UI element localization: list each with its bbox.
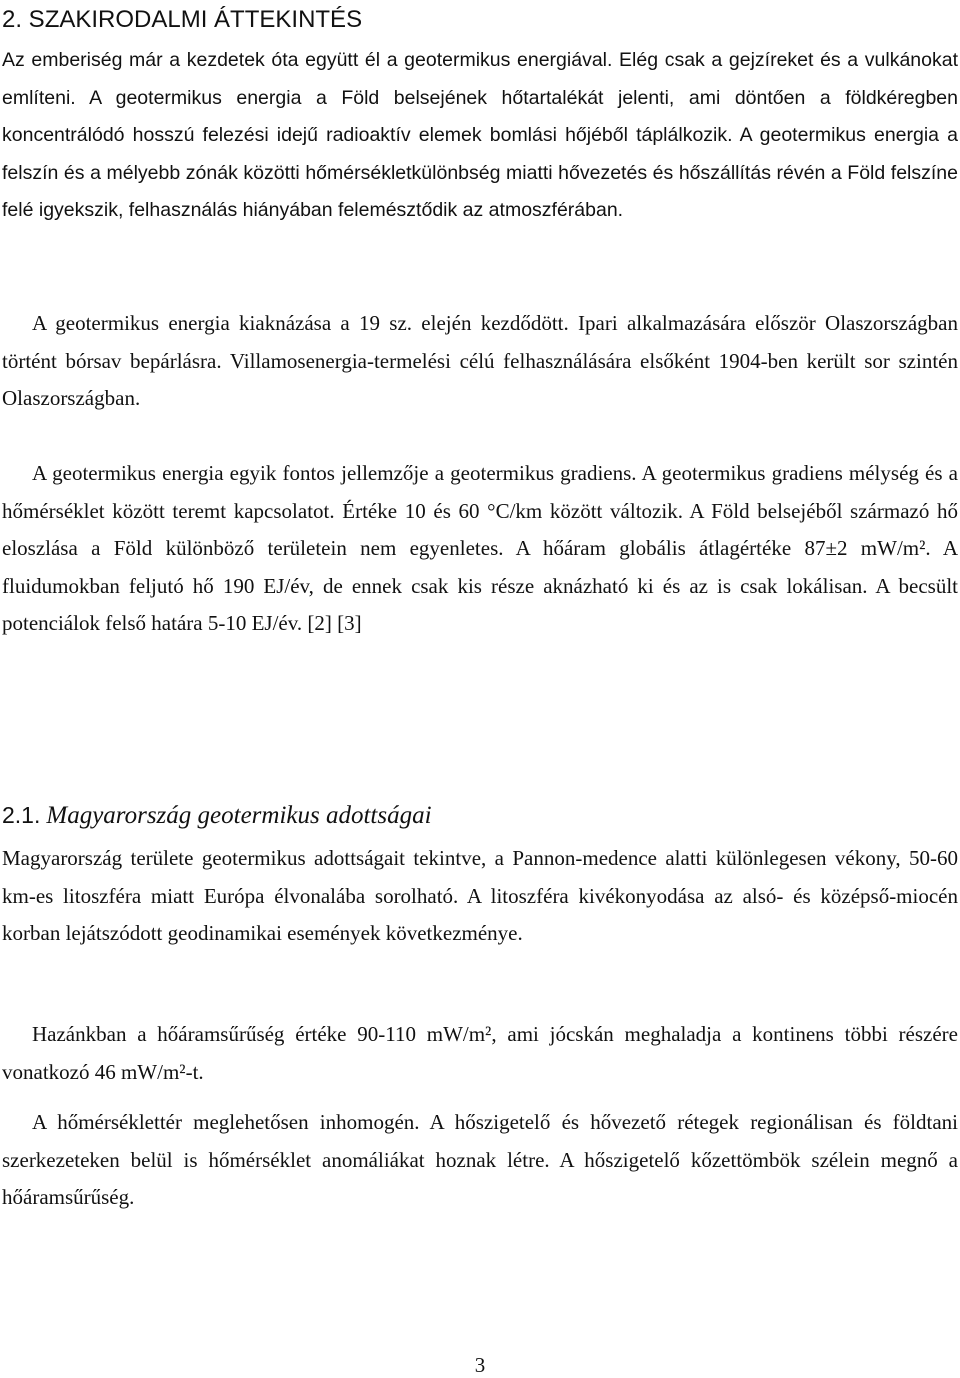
gradient-paragraph: A geotermikus energia egyik fontos jellemzője a geotermikus gradiens. A geotermikus gradiens mélység és a hőmérséklet között teremt kapcsolatot. Értéke 10 és 60 °C/km között változik. A Föld belsejéből származó hő eloszlása a Föld különböző területein nem egyenletes. A hőáram globális átlagértéke 87±2 mW/m². A fluidumokban feljutó hő 190 EJ/év, de ennek csak kis része aknázható ki és az is csak lokálisan. A becsült potenciálok felső határa 5-10 EJ/év. [2] [3]	[2, 461, 958, 635]
subsection-number: 2.1.	[2, 802, 41, 828]
intro-paragraph: Az emberiség már a kezdetek óta együtt él a geotermikus energiával. Elég csak a gejzíreket és a vulkánokat említeni. A geotermikus energia a Föld belsejének hőtartalékát jelenti, ami döntően a földkéregben koncentrálódó hosszú felezési idejű radioaktív elemek bomlási hőjéből táplálkozik. A geotermikus energia a felszín és a mélyebb zónák közötti hőmérsékletkülönbség miatti hővezetés és hőszállítás révén a Föld felszíne felé igyekszik, felhasználás hiányában felemésztődik az atmoszférában.	[2, 49, 958, 221]
temperature-field-paragraph: A hőmérséklettér meglehetősen inhomogén. A hőszigetelő és hővezető rétegek regionálisan és földtani szerkezeteken belül is hőmérséklet anomáliákat hoznak létre. A hőszigetelő kőzettömbök szélein megnő a hőáramsűrűség.	[2, 1110, 958, 1209]
heat-flow-paragraph: Hazánkban a hőáramsűrűség értéke 90-110 mW/m², ami jócskán meghaladja a kontinens többi részére vonatkozó 46 mW/m²-t.	[2, 1022, 958, 1084]
subsection-title: Magyarország geotermikus adottságai	[46, 802, 432, 829]
hungary-lithosphere-paragraph: Magyarország területe geotermikus adottságait tekintve, a Pannon-medence alatti különlegesen vékony, 50-60 km-es litoszféra miatt Európa élvonalába sorolható. A litoszféra kivékonyodása az alsó- és középső-miocén korban lejátszódott geodinamikai események következménye.	[2, 846, 958, 945]
page-number: 3	[474, 1353, 486, 1377]
history-paragraph: A geotermikus energia kiaknázása a 19 sz. elején kezdődött. Ipari alkalmazására először Olaszországban történt bórsav bepárlásra. Villamosenergia-termelési célú felhasználására elsőként 1904-ben került sor szintén Olaszországban.	[2, 311, 958, 410]
section-heading: 2. SZAKIRODALMI ÁTTEKINTÉS	[2, 6, 363, 33]
subsection-heading	[2, 798, 432, 833]
